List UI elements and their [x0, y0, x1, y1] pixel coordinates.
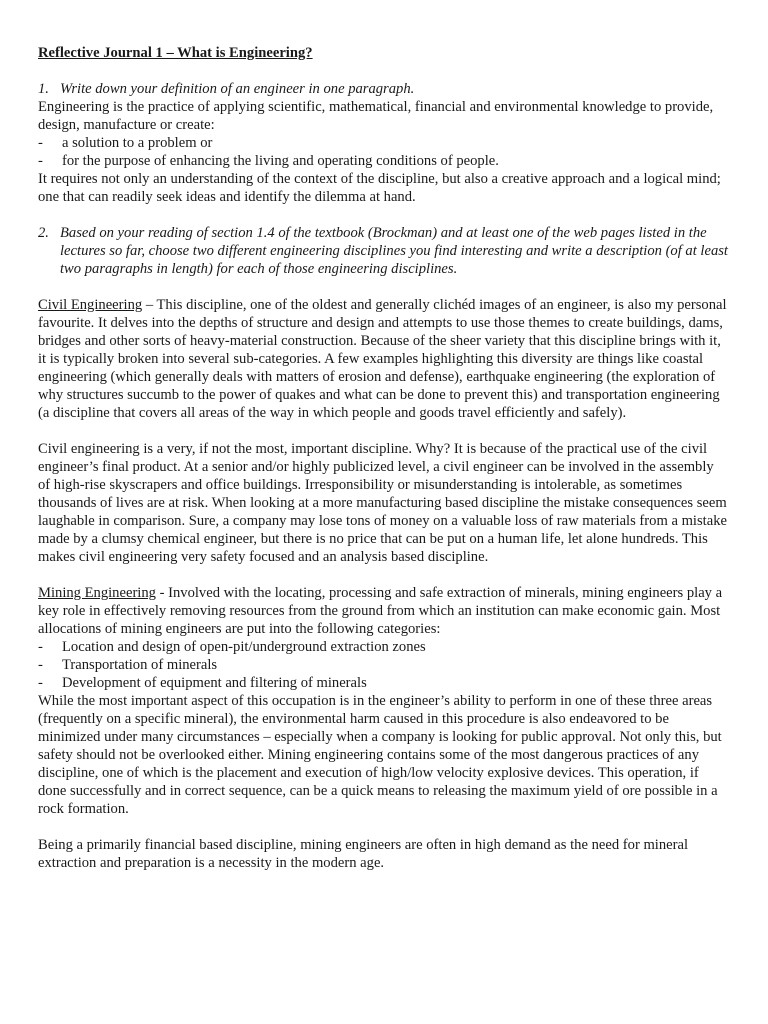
question-2 — [38, 224, 728, 278]
civil-paragraph-1: Civil Engineering – This discipline, one of the oldest and generally clichéd images of an engineer, is also my personal favourite. It delves into the depths of structure and design and attempts to use those themes to create buildings, dams, bridges and other sorts of heavy-material construction. Because of the sheer variety that this discipline brings with it, it is typically broken into several sub-categories. A few examples highlighting this diversity are things like coastal engineering (which generally deals with matters of erosion and defense), earthquake engineering (the exploration of why structures succumb to the power of quakes and what can be done to prevent this) and transportation engineering (a discipline that covers all areas of the way in which people and goods travel efficiently and safely). — [38, 297, 727, 421]
civil-paragraph-2: Civil engineering is a very, if not the most, important discipline. Why? It is because of the practical use of the civil engineer’s final product. At a senior and/or highly publicized level, a civil engineer can be involved in the assembly of high-rise skyscrapers and office buildings. Irresponsibility or misunderstanding is intolerable, as sometimes thousands of lives are at risk. When looking at a more manufacturing based discipline the mistake consequences seem laughable in comparison. Sure, a company may lose tons of money on a valuable loss of raw materials from a mistake made by a clumsy chemical engineer, but there is no price that can be put on a human life, let alone hundreds. This makes civil engineering very safety focused and an analysis based discipline. — [38, 441, 727, 565]
question-2-text: Based on your reading of section 1.4 of the textbook (Brockman) and at least one of the web pages listed in the lectures so far, choose two different engineering disciplines you find interesting and write a description (of at least two paragraphs in length) for each of those engineering disciplines. — [60, 225, 728, 277]
question-1 — [38, 80, 728, 98]
mining-paragraph-1: Mining Engineering - Involved with the locating, processing and safe extraction of minerals, mining engineers play a key role in effectively removing resources from the ground from which an institution can make economic gain. Most allocations of mining engineers are put into the following categories: — [38, 585, 723, 637]
question-1-text: Write down your definition of an engineer in one paragraph. — [60, 81, 415, 97]
civil-heading: Civil Engineering — [38, 297, 143, 313]
list-item: - Transportation of minerals — [38, 657, 218, 673]
mining-heading: Mining Engineering — [38, 585, 156, 601]
journal-title: Reflective Journal 1 – What is Engineering? — [38, 45, 313, 61]
mining-paragraph-3: Being a primarily financial based discipline, mining engineers are often in high demand as the need for mineral extraction and preparation is a necessity in the modern age. — [38, 837, 689, 871]
answer-1-list — [38, 134, 728, 170]
list-item: - Development of equipment and filtering of minerals — [38, 675, 367, 691]
mining-list — [38, 638, 728, 692]
question-2-number: 2. — [38, 225, 49, 241]
list-item: - Location and design of open-pit/underground extraction zones — [38, 639, 426, 655]
answer-1-outro: It requires not only an understanding of the context of the discipline, but also a creative approach and a logical mind; one that can readily seek ideas and identify the dilemma at hand. — [38, 171, 721, 205]
list-item: - a solution to a problem or — [38, 135, 213, 151]
mining-paragraph-2: While the most important aspect of this occupation is in the engineer’s ability to perform in one of these three areas (frequently on a specific mineral), the environmental harm caused in this procedure is also endeavored to be minimized under many circumstances – especially when a company is looking for public approval. Not only this, but safety should not be overlooked either. Mining engineering contains some of the most dangerous practices of any discipline, one of which is the placement and execution of high/low velocity explosive devices. This operation, if done successfully and in correct sequence, can be a quick means to releasing the maximum yield of ore possible in a rock formation. — [38, 693, 722, 817]
question-1-number: 1. — [38, 81, 49, 97]
list-item: - for the purpose of enhancing the living and operating conditions of people. — [38, 153, 499, 169]
answer-1-intro: Engineering is the practice of applying scientific, mathematical, financial and environmental knowledge to provide, design, manufacture or create: — [38, 99, 714, 133]
